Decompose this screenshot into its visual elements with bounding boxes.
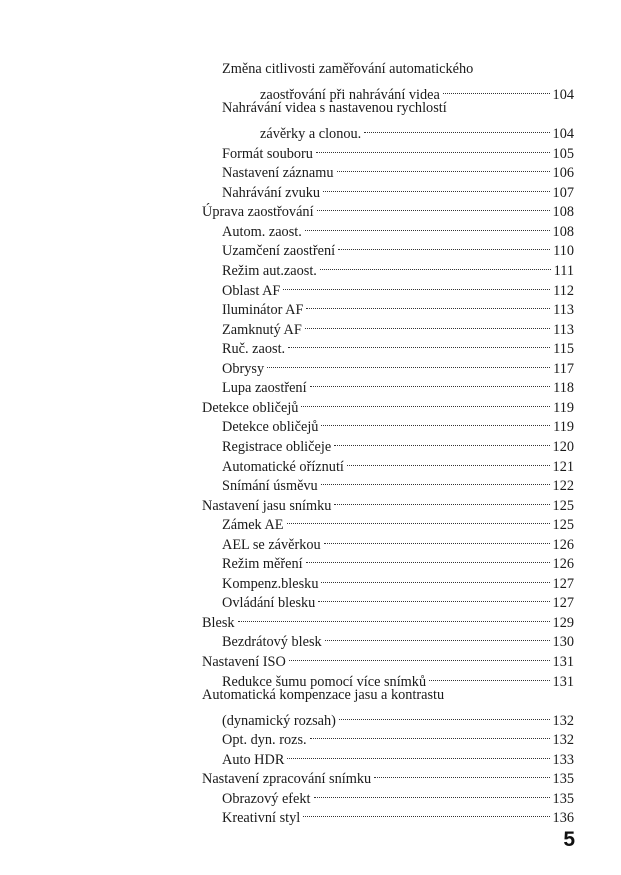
toc-entry: [222, 725, 574, 749]
toc-entry: [222, 471, 574, 495]
toc-page-number: 112: [553, 282, 574, 299]
toc-page-number: 125: [552, 517, 574, 534]
toc-entry: [222, 783, 574, 807]
toc-entry-title: závěrky a clonou.: [260, 126, 362, 143]
toc-entry: [222, 256, 574, 279]
toc-entry-title: Režim aut.zaost.: [222, 263, 317, 279]
dot-leader: [443, 80, 552, 100]
toc-entry-title: Nastavení jasu snímku: [202, 497, 332, 514]
toc-section: [202, 607, 574, 631]
toc-entry: [222, 275, 574, 299]
toc-entry-title: Obrazový efekt: [222, 790, 311, 807]
toc-entry-title: Registrace obličeje: [222, 438, 332, 455]
dot-leader: [338, 236, 552, 256]
toc-page-number: 113: [553, 321, 574, 338]
toc-entry-title: Lupa zaostření: [222, 380, 307, 397]
dot-leader: [305, 216, 552, 236]
toc-section: [202, 490, 574, 514]
toc-page-number: 126: [552, 556, 574, 573]
toc-entry-title: Obrysy: [222, 360, 265, 377]
toc-page-number: 131: [552, 654, 574, 670]
toc-entry-title: AEL se závěrkou: [222, 536, 321, 553]
dot-leader: [321, 568, 551, 588]
toc-page-number: 135: [552, 771, 574, 788]
toc-entry: [222, 588, 574, 612]
toc-entry: [222, 353, 574, 377]
toc-page-number: 111: [553, 263, 574, 279]
toc-section: [202, 647, 574, 670]
dot-leader: [339, 705, 552, 725]
toc-page-number: 120: [552, 438, 574, 455]
toc-entry: [222, 529, 574, 553]
toc-entry-title: Snímání úsměvu: [222, 478, 318, 495]
toc-page-number: 108: [552, 204, 574, 221]
toc-page-number: 117: [553, 360, 574, 377]
toc-page-number: 130: [552, 634, 574, 651]
dot-leader: [334, 490, 551, 510]
toc-entry-title: Nastavení záznamu: [222, 165, 334, 182]
toc-entry: [260, 80, 574, 104]
toc-page-number: 107: [552, 184, 574, 201]
toc-entry-title: Úprava zaostřování: [202, 204, 314, 221]
dot-leader: [310, 725, 552, 745]
toc-entry-title: Kreativní styl: [222, 810, 301, 827]
dot-leader: [321, 471, 552, 491]
dot-leader: [314, 783, 552, 803]
dot-leader: [287, 510, 552, 530]
toc-page-number: 110: [553, 243, 574, 260]
toc-entry-title: Redukce šumu pomocí více snímků: [222, 673, 427, 690]
toc-page-number: 104: [552, 87, 574, 104]
dot-leader: [429, 666, 551, 686]
toc-entry: [222, 705, 574, 729]
toc-page-number: 125: [552, 497, 574, 514]
toc-entry: [222, 412, 574, 436]
toc-entry: [222, 236, 574, 260]
toc-page-number: 106: [552, 165, 574, 182]
toc-entry-title: Zámek AE: [222, 517, 284, 534]
toc-page-number: 119: [553, 419, 574, 436]
toc-entry: [222, 138, 574, 162]
toc-entry: [222, 295, 574, 319]
toc-entry-title: Uzamčení zaostření: [222, 243, 336, 260]
toc-entry-title: Zamknutý AF: [222, 321, 302, 338]
toc-entry: [222, 99, 450, 119]
page-number: 5: [563, 828, 575, 851]
toc-page-number: 105: [552, 145, 574, 162]
toc-entry: [222, 451, 574, 475]
toc-page-number: 119: [553, 399, 574, 416]
toc-entry-title: Iluminátor AF: [222, 302, 304, 319]
toc-page-number: 126: [552, 536, 574, 553]
toc-page-number: 135: [552, 790, 574, 807]
toc-entry-title: Nastavení zpracování snímku: [202, 771, 372, 788]
toc-entry-title: Automatické oříznutí: [222, 458, 344, 475]
toc-entry-title: Ruč. zaost.: [222, 341, 286, 358]
toc-entry: [222, 158, 574, 182]
toc-entry-title: Kompenz.blesku: [222, 575, 319, 592]
toc-section: [202, 764, 574, 788]
toc-entry-title: Nahrávání zvuku: [222, 184, 321, 201]
dot-leader: [283, 275, 552, 295]
dot-leader: [324, 529, 552, 549]
toc-entry: [222, 744, 574, 768]
dot-leader: [318, 588, 551, 608]
toc-entry-title: Automatická kompenzace jasu a kontrastu: [202, 686, 445, 703]
toc-entry: [260, 119, 574, 143]
dot-leader: [306, 549, 552, 569]
toc-entry: [222, 666, 574, 690]
toc-entry: [222, 803, 574, 827]
dot-leader: [289, 647, 552, 667]
toc-entry-title: Detekce obličejů: [222, 419, 319, 436]
toc-page-number: 127: [552, 595, 574, 612]
toc-page-number: 118: [553, 380, 574, 397]
toc-entry: [222, 314, 574, 338]
toc-section: [202, 392, 574, 416]
toc-page-number: 136: [552, 810, 574, 827]
toc-page-number: 108: [552, 223, 574, 240]
dot-leader: [305, 314, 552, 334]
dot-leader: [288, 334, 552, 354]
toc-entry: [222, 177, 574, 201]
toc-entry: [222, 568, 574, 592]
toc-entry-title: Režim měření: [222, 556, 303, 573]
toc-page-number: 133: [552, 751, 574, 768]
toc-entry: [222, 627, 574, 651]
toc-page-number: 115: [553, 341, 574, 358]
toc-entry-title: Autom. zaost.: [222, 223, 302, 240]
dot-leader: [317, 197, 552, 217]
toc-page-number: 132: [552, 732, 574, 749]
dot-leader: [337, 158, 552, 178]
toc-entry: [222, 334, 574, 358]
toc-entry-title: Oblast AF: [222, 282, 281, 299]
toc-section: [202, 686, 447, 706]
dot-leader: [323, 177, 551, 197]
toc-entry-title: Detekce obličejů: [202, 399, 299, 416]
dot-leader: [267, 353, 552, 373]
dot-leader: [303, 803, 551, 823]
dot-leader: [334, 431, 551, 451]
dot-leader: [301, 392, 552, 412]
dot-leader: [320, 256, 553, 276]
toc-entry-title: Ovládání blesku: [222, 595, 316, 612]
toc-page-number: 131: [552, 673, 574, 690]
toc-page-number: 104: [552, 126, 574, 143]
dot-leader: [238, 607, 552, 627]
dot-leader: [306, 295, 552, 315]
dot-leader: [325, 627, 552, 647]
toc-entry: [222, 549, 574, 573]
toc-entry: [222, 60, 476, 80]
dot-leader: [321, 412, 552, 432]
dot-leader: [287, 744, 551, 764]
toc-entry: [222, 431, 574, 455]
dot-leader: [347, 451, 552, 471]
toc-section: [202, 197, 574, 221]
dot-leader: [364, 119, 551, 139]
toc-entry-title: Opt. dyn. rozs.: [222, 732, 307, 749]
toc-entry-title: Formát souboru: [222, 145, 313, 162]
dot-leader: [316, 138, 552, 158]
toc-entry-title: (dynamický rozsah): [222, 712, 336, 729]
toc-entry-title: Změna citlivosti zaměřování automatického: [222, 61, 474, 77]
toc-entry-title: Auto HDR: [222, 751, 285, 768]
toc-entry-title: Blesk: [202, 614, 235, 631]
toc-page-number: 129: [552, 614, 574, 631]
dot-leader: [374, 764, 551, 784]
toc-page-number: 127: [552, 575, 574, 592]
toc-entry-title: Nahrávání videa s nastavenou rychlostí: [222, 100, 447, 117]
toc-entry: [222, 373, 574, 397]
toc-entry: [222, 216, 574, 240]
toc-entry: [222, 510, 574, 534]
toc-entry-title: zaostřování při nahrávání videa: [260, 87, 440, 104]
toc-page-number: 121: [552, 458, 574, 475]
dot-leader: [310, 373, 553, 393]
toc-entry-title: Bezdrátový blesk: [222, 634, 322, 651]
toc-page-number: 132: [552, 712, 574, 729]
toc-page-number: 122: [552, 478, 574, 495]
toc-entry-title: Nastavení ISO: [202, 654, 286, 670]
toc-page-number: 113: [553, 302, 574, 319]
